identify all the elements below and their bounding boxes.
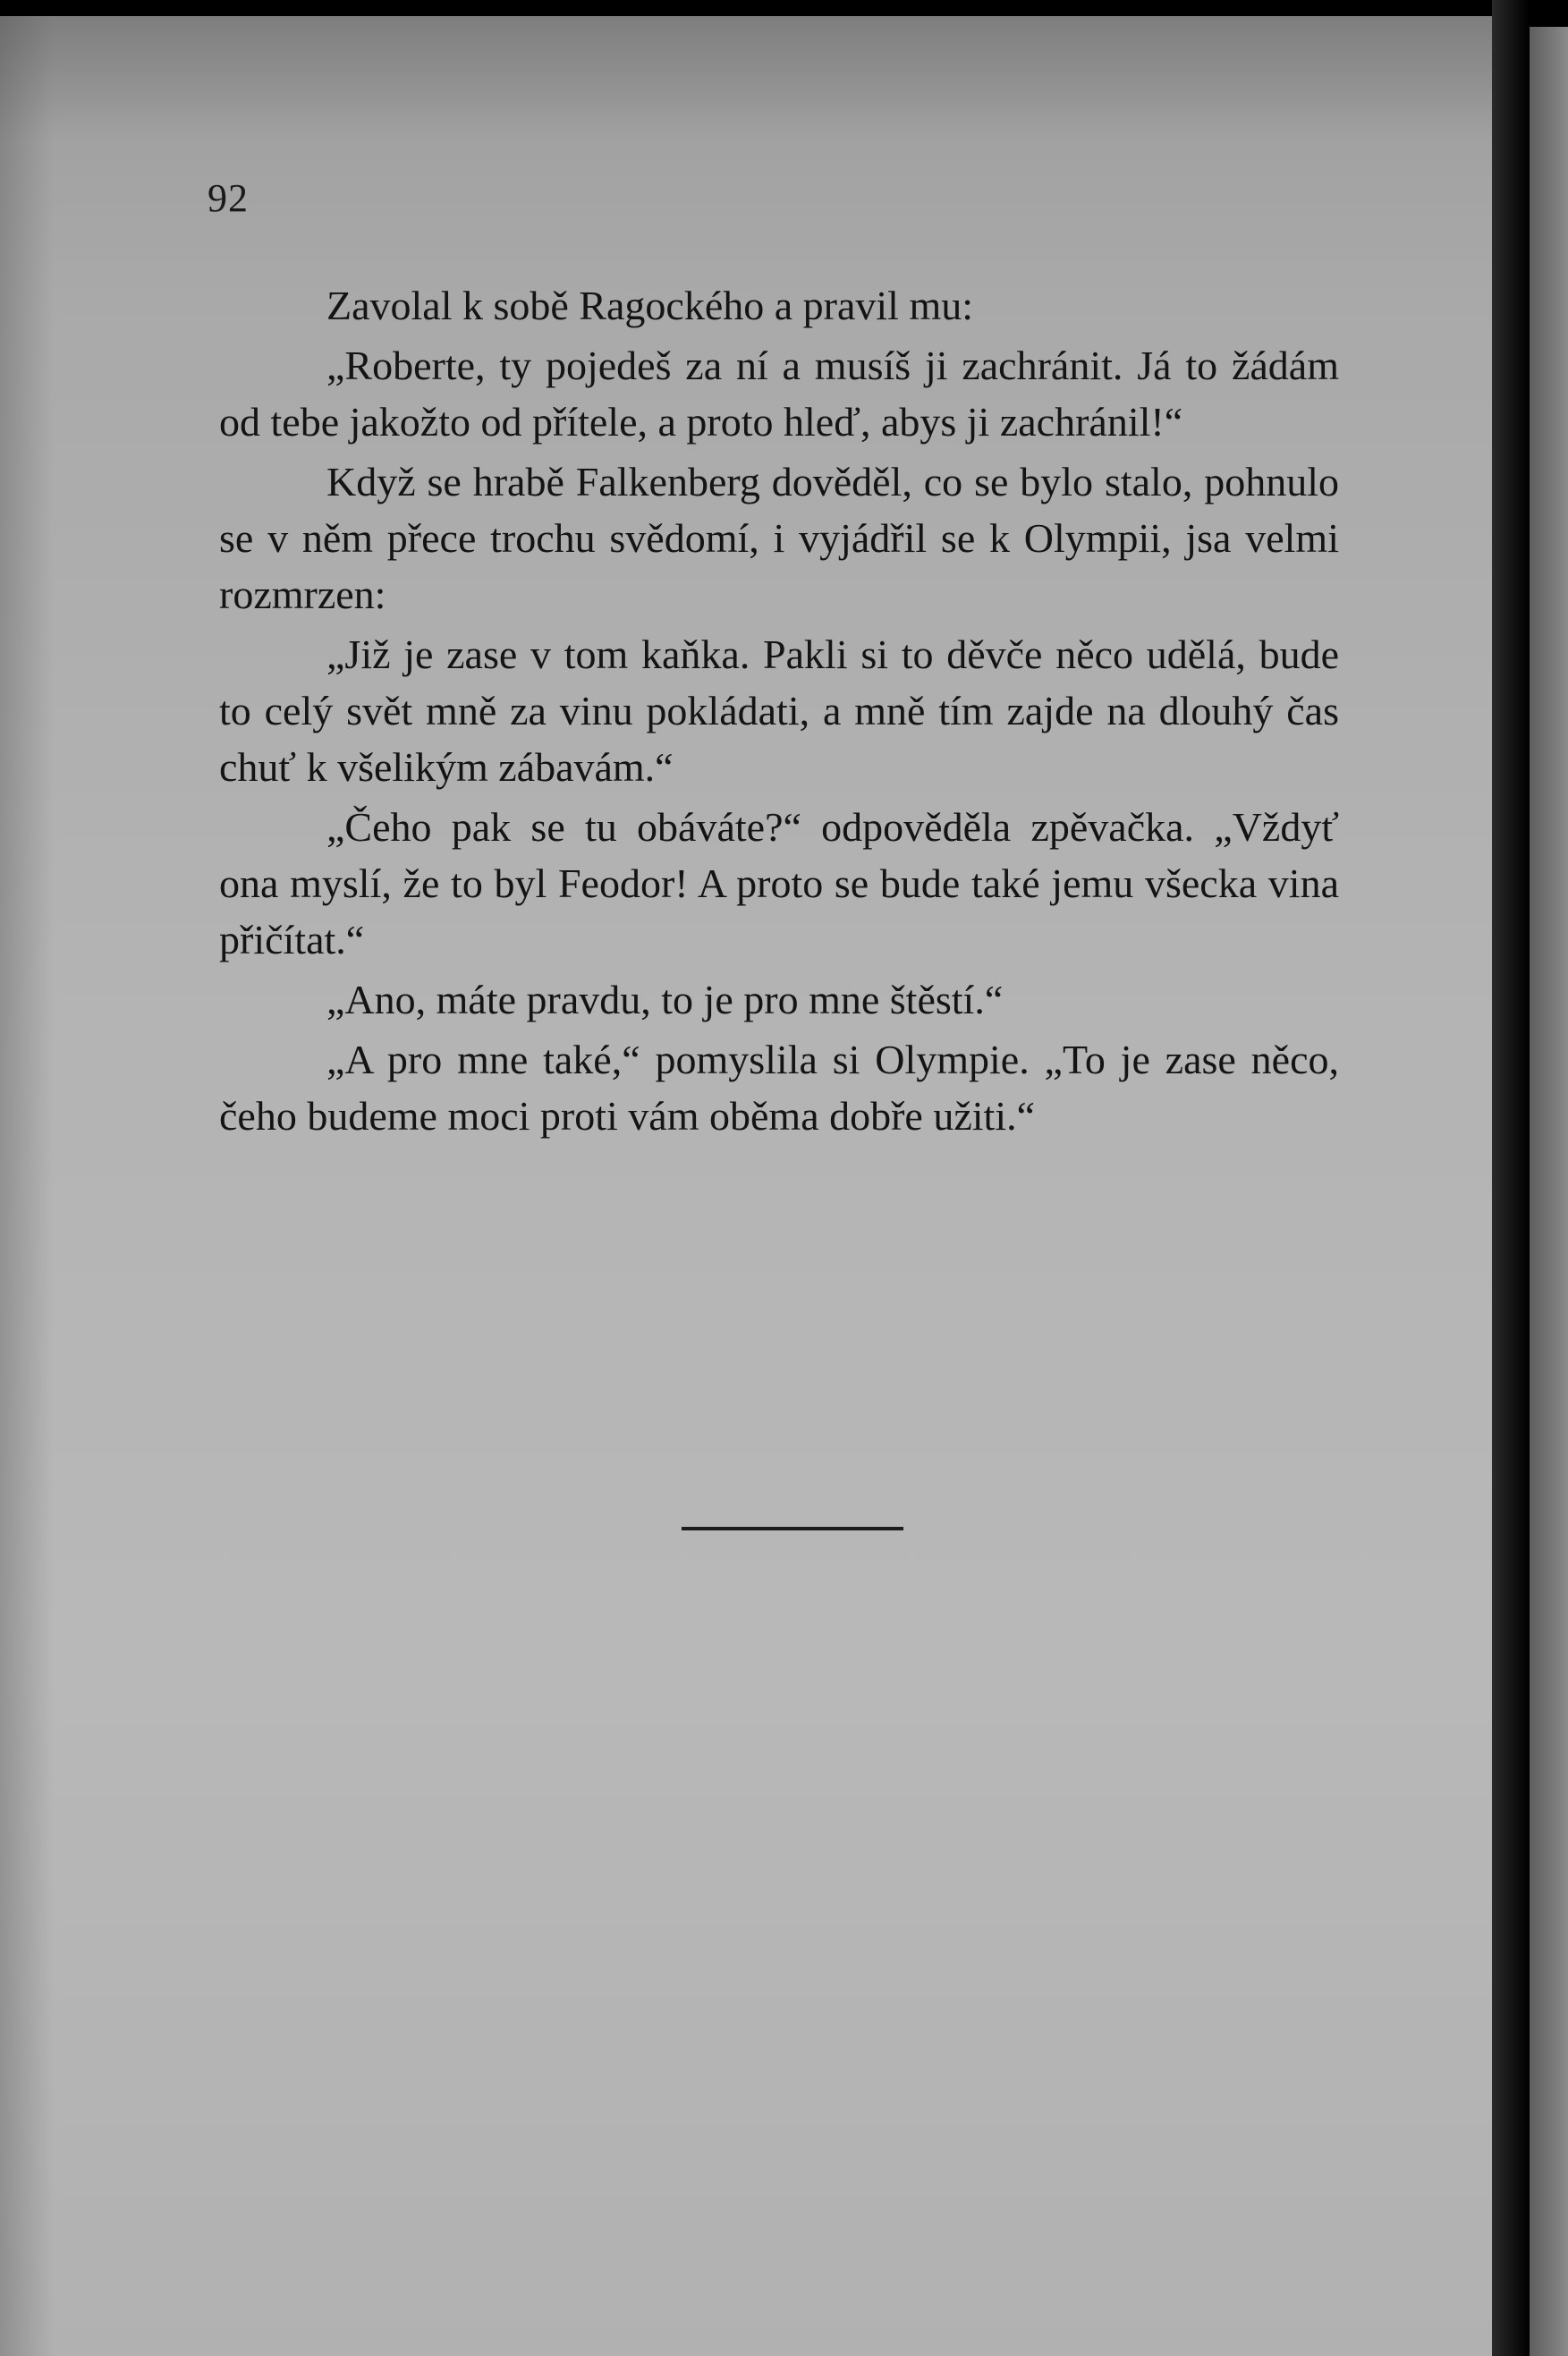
page-number: 92 [208, 176, 249, 220]
paragraph: „Již je zase v tom kaňka. Pakli si to děvče něco udělá, bude to celý svět mně za vinu pokládati, a mně tím zajde na dlouhý čas chuť k všelikým zábavám.“ [219, 631, 1339, 790]
body-text [219, 277, 1339, 1148]
paragraph: „A pro mne také,“ pomyslila si Olympie. „To je zase něco, čeho budeme moci proti vám oběma dobře užiti.“ [219, 1037, 1339, 1139]
paragraph: „Čeho pak se tu obáváte?“ odpověděla zpěvačka. „Vždyť ona myslí, že to byl Feodor! A proto se bude také jemu všecka vina přičítat.“ [219, 804, 1339, 962]
paragraph: „Ano, máte pravdu, to je pro mne štěstí.“ [326, 977, 1004, 1022]
paragraph: Zavolal k sobě Ragockého a pravil mu: [326, 283, 974, 328]
page-shadow-top [0, 16, 1492, 141]
adjacent-page-edge [1530, 27, 1568, 2356]
section-divider-rule [682, 1527, 903, 1530]
book-spine-gutter [1492, 0, 1530, 2356]
paragraph: „Roberte, ty pojedeš za ní a musíš ji zachránit. Já to žádám od tebe jakožto od přítele, a proto hleď, abys ji zachránil!“ [219, 343, 1339, 445]
page-shadow-left [0, 16, 54, 2356]
paragraph: Když se hrabě Falkenberg dověděl, co se bylo stalo, pohnulo se v něm přece trochu svědomí, i vyjádřil se k Olympii, jsa velmi rozmrzen: [219, 459, 1339, 617]
